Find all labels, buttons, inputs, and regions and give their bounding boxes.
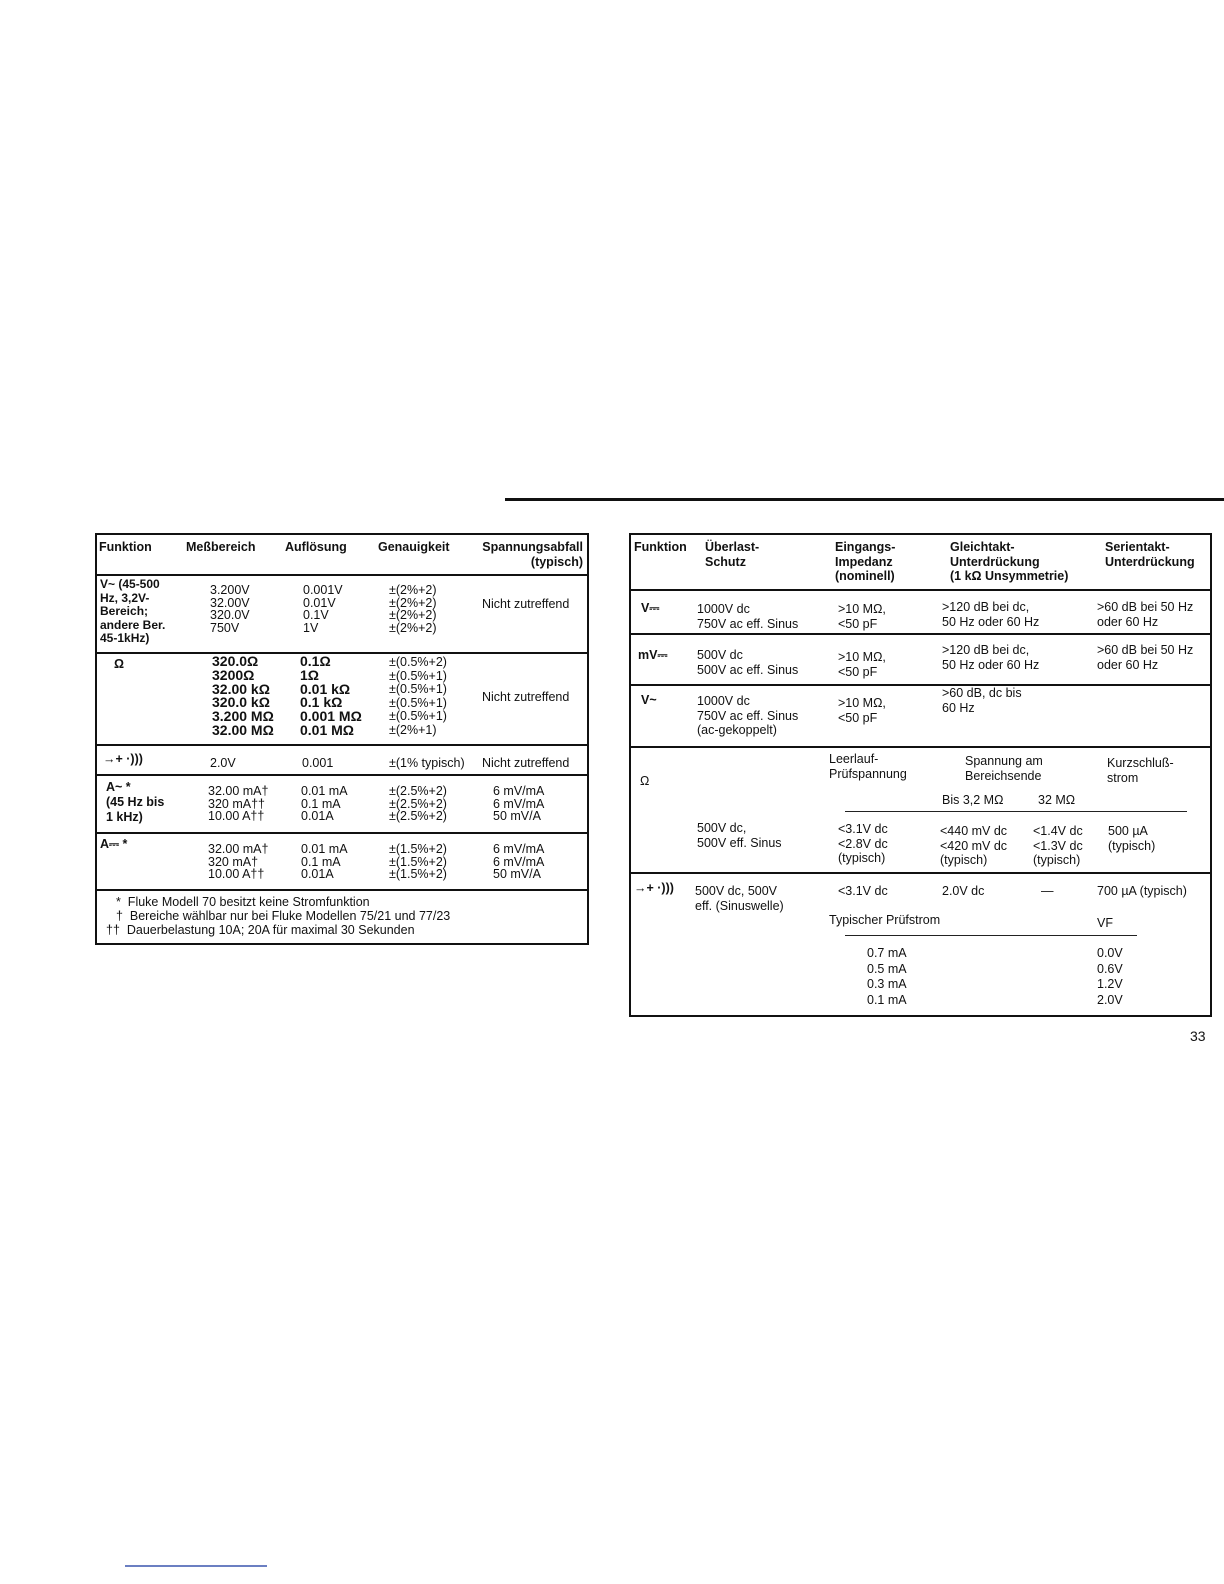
right-row-vac-gleichtakt: >60 dB, dc bis 60 Hz	[942, 686, 1022, 715]
left-row-aac-drop: 6 mV/mA 6 mV/mA 50 mV/A	[493, 784, 545, 823]
left-footnote-1: * Fluke Modell 70 besitzt keine Stromfunktion	[116, 895, 370, 909]
right-row-mvdc-impedanz: >10 MΩ, <50 pF	[838, 650, 886, 679]
left-row-vac-range: 3.200V 32.00V 320.0V 750V	[210, 583, 250, 635]
right-diode-spannung: 2.0V dc	[942, 884, 985, 898]
right-ohm-32m: 32 MΩ	[1038, 793, 1076, 807]
right-ohm-funktion: Ω	[640, 774, 650, 788]
left-header-genauigkeit: Genauigkeit	[378, 540, 450, 554]
left-row-divider	[95, 774, 589, 776]
left-row-diode-resolution: 0.001	[302, 756, 334, 770]
right-row-vac-schutz: 1000V dc 750V ac eff. Sinus (ac-gekoppelt)	[697, 694, 799, 737]
right-diode-leerlauf: <3.1V dc	[838, 884, 888, 898]
right-row-vdc-schutz: 1000V dc 750V ac eff. Sinus	[697, 602, 799, 631]
right-ohm-spannung-bis: <440 mV dc <420 mV dc (typisch)	[940, 824, 1008, 867]
right-ohm-kurzschluss: 500 µA (typisch)	[1108, 824, 1156, 853]
right-ohm-header-leerlauf: Leerlauf- Prüfspannung	[829, 752, 907, 781]
right-diode-dash: —	[1041, 884, 1054, 898]
left-header-divider	[95, 574, 589, 576]
right-diode-schutz: 500V dc, 500V eff. (Sinuswelle)	[695, 884, 784, 913]
right-row-divider	[629, 633, 1212, 635]
left-row-adc-resolution: 0.01 mA 0.1 mA 0.01A	[301, 842, 348, 881]
left-row-adc-drop: 6 mV/mA 6 mV/mA 50 mV/A	[493, 842, 545, 881]
left-row-adc-funktion: A⎓ *	[100, 837, 128, 851]
right-header-impedanz: Eingangs- Impedanz (nominell)	[835, 540, 896, 583]
left-row-diode-funktion: →+ ·)))	[103, 752, 143, 766]
right-ohm-bis: Bis 3,2 MΩ	[942, 793, 1004, 807]
left-row-diode-drop: Nicht zutreffend	[482, 756, 570, 770]
left-row-ohm-range: 320.0Ω 3200Ω 32.00 kΩ 320.0 kΩ 3.200 MΩ 32.00 MΩ	[212, 653, 274, 738]
right-header-gleichtakt: Gleichtakt- Unterdrückung (1 kΩ Unsymmetrie)	[950, 540, 1069, 583]
right-row-divider	[629, 684, 1212, 686]
left-row-divider	[95, 832, 589, 834]
right-header-divider	[629, 589, 1212, 591]
top-rule	[505, 498, 1224, 501]
left-footnote-3: †† Dauerbelastung 10A; 20A für maximal 30 Sekunden	[106, 923, 415, 937]
right-row-mvdc-schutz: 500V dc 500V ac eff. Sinus	[697, 648, 799, 677]
footer-rule	[125, 1565, 267, 1567]
left-row-divider	[95, 889, 589, 891]
right-diode-kurzschluss: 700 µA (typisch)	[1097, 884, 1187, 898]
right-row-vac-impedanz: >10 MΩ, <50 pF	[838, 696, 886, 725]
left-row-ohm-drop: Nicht zutreffend	[482, 690, 570, 704]
left-row-ohm-funktion: Ω	[114, 657, 125, 671]
left-row-aac-funktion: A~ * (45 Hz bis 1 kHz)	[106, 780, 165, 824]
right-header-ueberlast: Überlast- Schutz	[705, 540, 760, 569]
right-row-vdc-gleichtakt: >120 dB bei dc, 50 Hz oder 60 Hz	[942, 600, 1040, 629]
right-row-mvdc-funktion: mV⎓	[638, 648, 668, 662]
right-diode-vf-values: 0.0V 0.6V 1.2V 2.0V	[1097, 946, 1123, 1007]
left-footnote-2: † Bereiche wählbar nur bei Fluke Modellen 75/21 und 77/23	[116, 909, 451, 923]
right-row-vac-funktion: V~	[641, 693, 657, 707]
left-row-vac-accuracy: ±(2%+2) ±(2%+2) ±(2%+2) ±(2%+2)	[389, 583, 437, 635]
page-number: 33	[1190, 1028, 1206, 1044]
left-row-vac-funktion: V~ (45-500 Hz, 3,2V- Bereich; andere Ber. 45-1kHz)	[100, 577, 166, 645]
left-row-diode-range: 2.0V	[210, 756, 236, 770]
right-diode-pruefstrom-values: 0.7 mA 0.5 mA 0.3 mA 0.1 mA	[867, 946, 907, 1007]
left-row-divider	[95, 744, 589, 746]
right-diode-funktion: →+ ·)))	[634, 881, 674, 895]
right-row-mvdc-serientakt: >60 dB bei 50 Hz oder 60 Hz	[1097, 643, 1194, 672]
right-ohm-header-kurzschluss: Kurzschluß- strom	[1107, 756, 1174, 785]
right-row-divider	[629, 872, 1212, 874]
left-row-ohm-resolution: 0.1Ω 1Ω 0.01 kΩ 0.1 kΩ 0.001 MΩ 0.01 MΩ	[300, 653, 362, 738]
right-header-funktion: Funktion	[634, 540, 687, 554]
right-ohm-subrule	[845, 811, 1187, 812]
right-ohm-schutz: 500V dc, 500V eff. Sinus	[697, 821, 782, 850]
left-row-adc-accuracy: ±(1.5%+2) ±(1.5%+2) ±(1.5%+2)	[389, 842, 447, 881]
right-row-mvdc-gleichtakt: >120 dB bei dc, 50 Hz oder 60 Hz	[942, 643, 1040, 672]
left-row-divider	[95, 652, 589, 654]
left-row-aac-resolution: 0.01 mA 0.1 mA 0.01A	[301, 784, 348, 823]
left-header-messbereich: Meßbereich	[186, 540, 256, 554]
right-row-divider	[629, 746, 1212, 748]
left-header-aufloesung: Auflösung	[285, 540, 347, 554]
left-row-vac-drop: Nicht zutreffend	[482, 597, 570, 611]
right-diode-header-pruefstrom: Typischer Prüfstrom	[829, 913, 941, 927]
right-ohm-spannung-32m: <1.4V dc <1.3V dc (typisch)	[1033, 824, 1083, 867]
right-ohm-leerlauf: <3.1V dc <2.8V dc (typisch)	[838, 822, 888, 865]
left-row-diode-accuracy: ±(1% typisch)	[389, 756, 465, 770]
left-header-spannungsabfall: Spannungsabfall (typisch)	[482, 540, 583, 569]
right-row-vdc-impedanz: >10 MΩ, <50 pF	[838, 602, 886, 631]
left-row-ohm-accuracy: ±(0.5%+2) ±(0.5%+1) ±(0.5%+1) ±(0.5%+1) ±(0.5%+1) ±(2%+1)	[389, 655, 447, 737]
left-row-vac-resolution: 0.001V 0.01V 0.1V 1V	[303, 583, 343, 635]
right-diode-subrule	[845, 935, 1137, 936]
right-row-vdc-funktion: V⎓	[641, 601, 660, 615]
right-ohm-header-spannung: Spannung am Bereichsende	[965, 754, 1043, 783]
right-row-vdc-serientakt: >60 dB bei 50 Hz oder 60 Hz	[1097, 600, 1194, 629]
left-row-aac-accuracy: ±(2.5%+2) ±(2.5%+2) ±(2.5%+2)	[389, 784, 447, 823]
right-header-serientakt: Serientakt- Unterdrückung	[1105, 540, 1195, 569]
right-diode-header-vf: VF	[1097, 916, 1113, 930]
left-header-funktion: Funktion	[99, 540, 152, 554]
left-row-adc-range: 32.00 mA† 320 mA† 10.00 A††	[208, 842, 269, 881]
left-row-aac-range: 32.00 mA† 320 mA†† 10.00 A††	[208, 784, 269, 823]
